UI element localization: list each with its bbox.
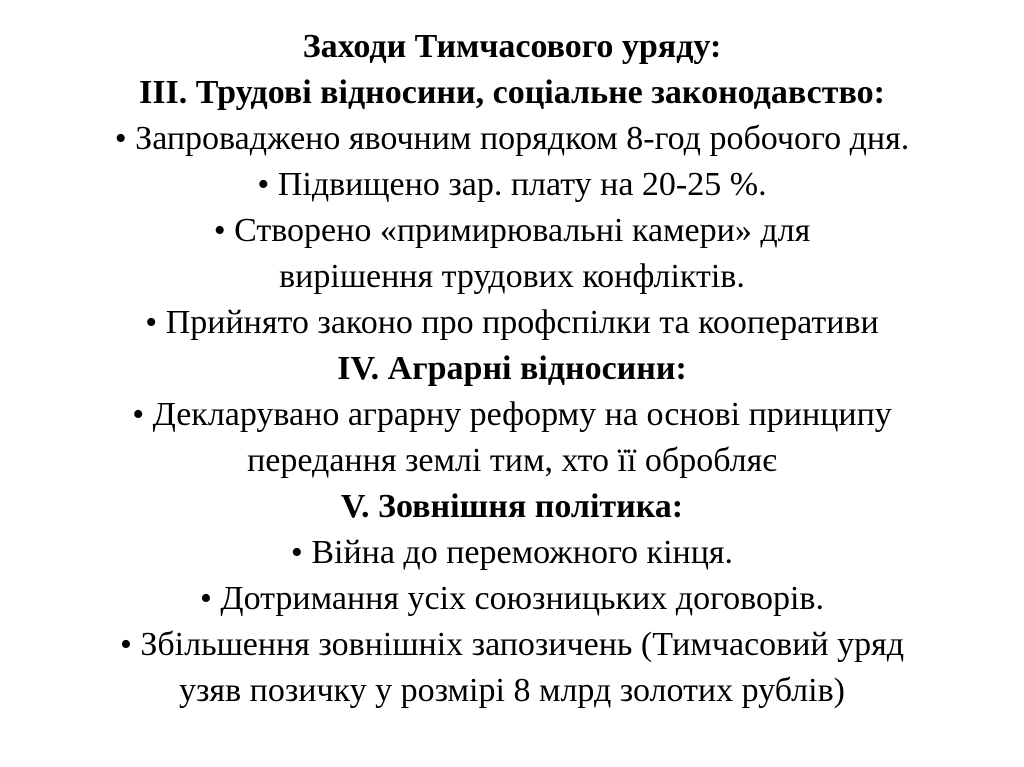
text-line: • Підвищено зар. плату на 20-25 %. [257, 166, 767, 203]
text-line: • Створено «примирювальні камери» для [213, 212, 811, 249]
text-line: • Запроваджено явочним порядком 8-год робочого дня. [114, 120, 910, 157]
slide-title: Заходи Тимчасового уряду: [302, 28, 722, 65]
text-line: • Декларувано аграрну реформу на основі принципу [132, 396, 892, 433]
text-line: вирішення трудових конфліктів. [279, 258, 745, 295]
text-line: • Дотримання усіх союзницьких договорів. [199, 580, 824, 617]
text-line: передання землі тим, хто її обробляє [247, 442, 777, 479]
text-line: • Війна до переможного кінця. [290, 534, 734, 571]
section-heading-agrarian: IV. Аграрні відносини: [337, 350, 687, 387]
section-heading-foreign-policy: V. Зовнішня політика: [340, 488, 684, 525]
section-heading-labor: ІІІ. Трудові відносини, соціальне законодавство: [139, 74, 885, 111]
slide-content [20, 24, 1004, 714]
text-line: • Прийнято законо про профспілки та кооперативи [145, 304, 879, 341]
text-line: узяв позичку у розмірі 8 млрд золотих рублів) [179, 672, 845, 709]
text-line: • Збільшення зовнішніх запозичень (Тимчасовий уряд [119, 626, 905, 663]
